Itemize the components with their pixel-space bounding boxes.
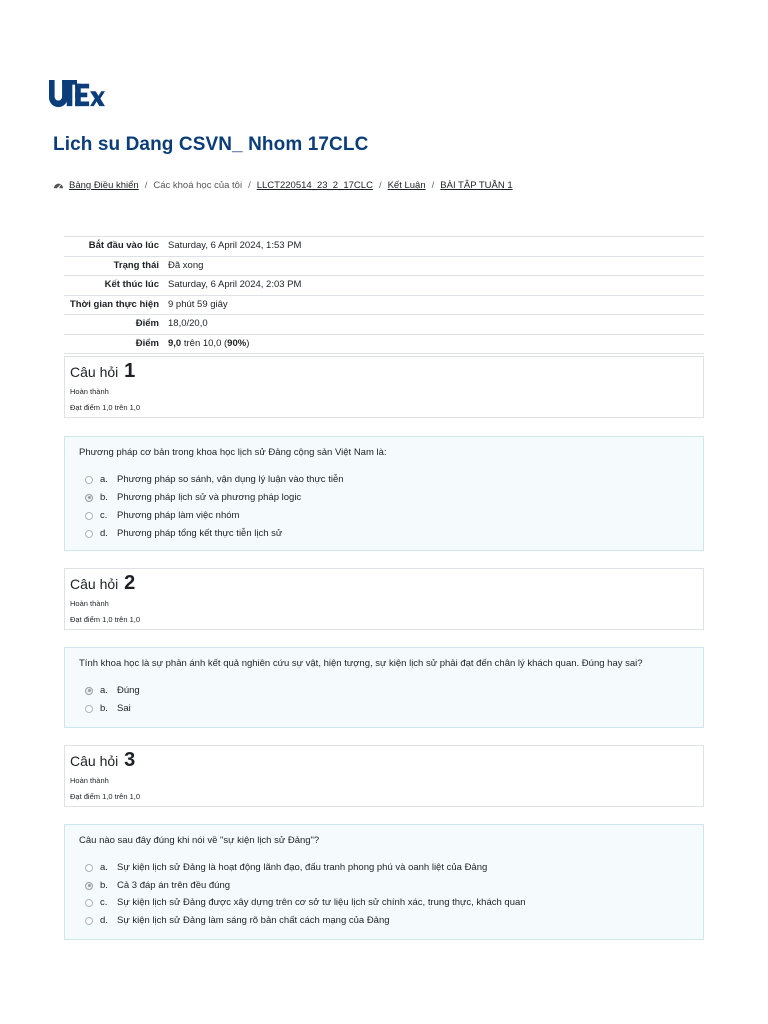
breadcrumb-separator: /	[248, 180, 251, 191]
summary-value: Saturday, 6 April 2024, 2:03 PM	[167, 276, 704, 296]
radio-button[interactable]	[85, 476, 93, 484]
answer-letter: a.	[100, 474, 108, 485]
breadcrumb-my-courses: Các khoá học của tôi	[153, 180, 243, 191]
answer-option[interactable]	[85, 880, 230, 891]
answer-option[interactable]	[85, 474, 344, 485]
answer-letter: b.	[100, 703, 108, 714]
breadcrumb-separator: /	[431, 180, 435, 191]
breadcrumb-dashboard-link[interactable]: Bảng Điều khiển	[69, 180, 139, 191]
question-content-1	[64, 436, 704, 551]
answer-option[interactable]	[85, 685, 140, 696]
summary-row	[64, 237, 704, 257]
breadcrumb-separator: /	[144, 180, 148, 191]
question-info-2	[64, 568, 704, 630]
answer-option[interactable]	[85, 915, 390, 926]
answer-letter: a.	[100, 685, 108, 696]
answer-text: Phương pháp lịch sử và phương pháp logic	[117, 492, 302, 503]
summary-row	[64, 256, 704, 276]
radio-button[interactable]	[85, 705, 93, 713]
answer-letter: b.	[100, 880, 108, 891]
question-info-3	[64, 745, 704, 807]
summary-label: Bắt đầu vào lúc	[64, 237, 167, 257]
radio-button-selected[interactable]	[85, 882, 93, 890]
question-label: Câu hỏi	[70, 364, 119, 380]
question-label: Câu hỏi	[70, 753, 119, 769]
summary-row	[64, 334, 704, 354]
question-label: Câu hỏi	[70, 576, 119, 592]
grade-close-paren: )	[246, 337, 250, 349]
summary-label: Điểm	[64, 315, 167, 335]
radio-button-selected[interactable]	[85, 687, 93, 695]
breadcrumb	[53, 180, 513, 191]
answer-text: Sự kiện lịch sử Đảng được xây dựng trên cơ sở tư liệu lịch sử chính xác, trung thực, khách quan	[117, 897, 526, 908]
page-title: Lich su Dang CSVN_ Nhom 17CLC	[53, 134, 369, 155]
question-state: Hoàn thành	[70, 776, 109, 785]
question-number	[70, 572, 135, 595]
breadcrumb-quiz-link[interactable]: BÀI TẬP TUẦN 1	[440, 180, 513, 191]
answer-letter: c.	[100, 510, 108, 521]
radio-button-selected[interactable]	[85, 494, 93, 502]
answer-option[interactable]	[85, 897, 526, 908]
radio-button[interactable]	[85, 864, 93, 872]
answer-text: Đúng	[117, 685, 140, 696]
answer-text: Phương pháp làm việc nhóm	[117, 510, 240, 521]
summary-value: 18,0/20,0	[167, 315, 704, 335]
grade-percent: 90%	[227, 337, 247, 349]
question-state: Hoàn thành	[70, 599, 109, 608]
question-text: Tính khoa học là sự phản ánh kết quả nghiên cứu sự vật, hiện tượng, sự kiện lịch sử phải đạt đến chân lý khách quan. Đúng hay sai?	[79, 658, 643, 669]
breadcrumb-section-link[interactable]: Kết Luận	[387, 180, 426, 191]
question-text: Phương pháp cơ bản trong khoa học lịch sử Đảng cộng sản Việt Nam là:	[79, 447, 387, 458]
summary-value	[167, 334, 704, 354]
radio-button[interactable]	[85, 917, 93, 925]
summary-value: Đã xong	[167, 256, 704, 276]
question-number-value: 2	[124, 572, 136, 594]
answer-text: Cả 3 đáp án trên đều đúng	[117, 880, 231, 891]
answer-option[interactable]	[85, 510, 239, 521]
attempt-summary-table	[64, 236, 704, 354]
summary-label: Trạng thái	[64, 256, 167, 276]
question-grade: Đạt điểm 1,0 trên 1,0	[70, 403, 141, 412]
breadcrumb-course-link[interactable]: LLCT220514_23_2_17CLC	[256, 180, 373, 191]
question-number	[70, 360, 135, 383]
answer-text: Sai	[117, 703, 131, 714]
question-number	[70, 749, 135, 772]
radio-button[interactable]	[85, 512, 93, 520]
answer-letter: c.	[100, 897, 108, 908]
breadcrumb-separator: /	[378, 180, 382, 191]
answer-option[interactable]	[85, 703, 131, 714]
summary-row	[64, 295, 704, 315]
question-text: Câu nào sau đây đúng khi nói về "sự kiện lịch sử Đảng"?	[79, 835, 320, 846]
question-info-1	[64, 356, 704, 418]
answer-letter: b.	[100, 492, 108, 503]
answer-option[interactable]	[85, 492, 301, 503]
answer-text: Phương pháp so sánh, vận dụng lý luận vào thực tiễn	[117, 474, 344, 485]
question-content-3	[64, 824, 704, 940]
summary-value: 9 phút 59 giây	[167, 295, 704, 315]
grade-out-of: trên 10,0 (	[181, 337, 228, 349]
answer-text: Sự kiện lịch sử Đảng làm sáng rõ bản chất cách mạng của Đảng	[117, 915, 390, 926]
answer-text: Sự kiện lịch sử Đảng là hoạt động lãnh đạo, đấu tranh phong phú và oanh liệt của Đảng	[117, 862, 488, 873]
answer-letter: d.	[100, 528, 108, 539]
summary-value: Saturday, 6 April 2024, 1:53 PM	[167, 237, 704, 257]
question-grade: Đạt điểm 1,0 trên 1,0	[70, 615, 141, 624]
question-number-value: 3	[124, 749, 136, 771]
summary-row	[64, 315, 704, 335]
radio-button[interactable]	[85, 530, 93, 538]
summary-label: Kết thúc lúc	[64, 276, 167, 296]
answer-text: Phương pháp tổng kết thực tiễn lịch sử	[117, 528, 283, 539]
question-content-2	[64, 647, 704, 728]
question-number-value: 1	[124, 360, 136, 382]
utex-logo[interactable]	[47, 80, 107, 108]
question-state: Hoàn thành	[70, 387, 109, 396]
summary-label: Thời gian thực hiện	[64, 295, 167, 315]
answer-option[interactable]	[85, 528, 282, 539]
answer-letter: a.	[100, 862, 108, 873]
radio-button[interactable]	[85, 899, 93, 907]
answer-option[interactable]	[85, 862, 487, 873]
summary-row	[64, 276, 704, 296]
grade-score: 9,0	[168, 337, 182, 349]
question-grade: Đạt điểm 1,0 trên 1,0	[70, 792, 141, 801]
answer-letter: d.	[100, 915, 108, 926]
dashboard-icon	[53, 180, 64, 191]
summary-label: Điểm	[64, 334, 167, 354]
